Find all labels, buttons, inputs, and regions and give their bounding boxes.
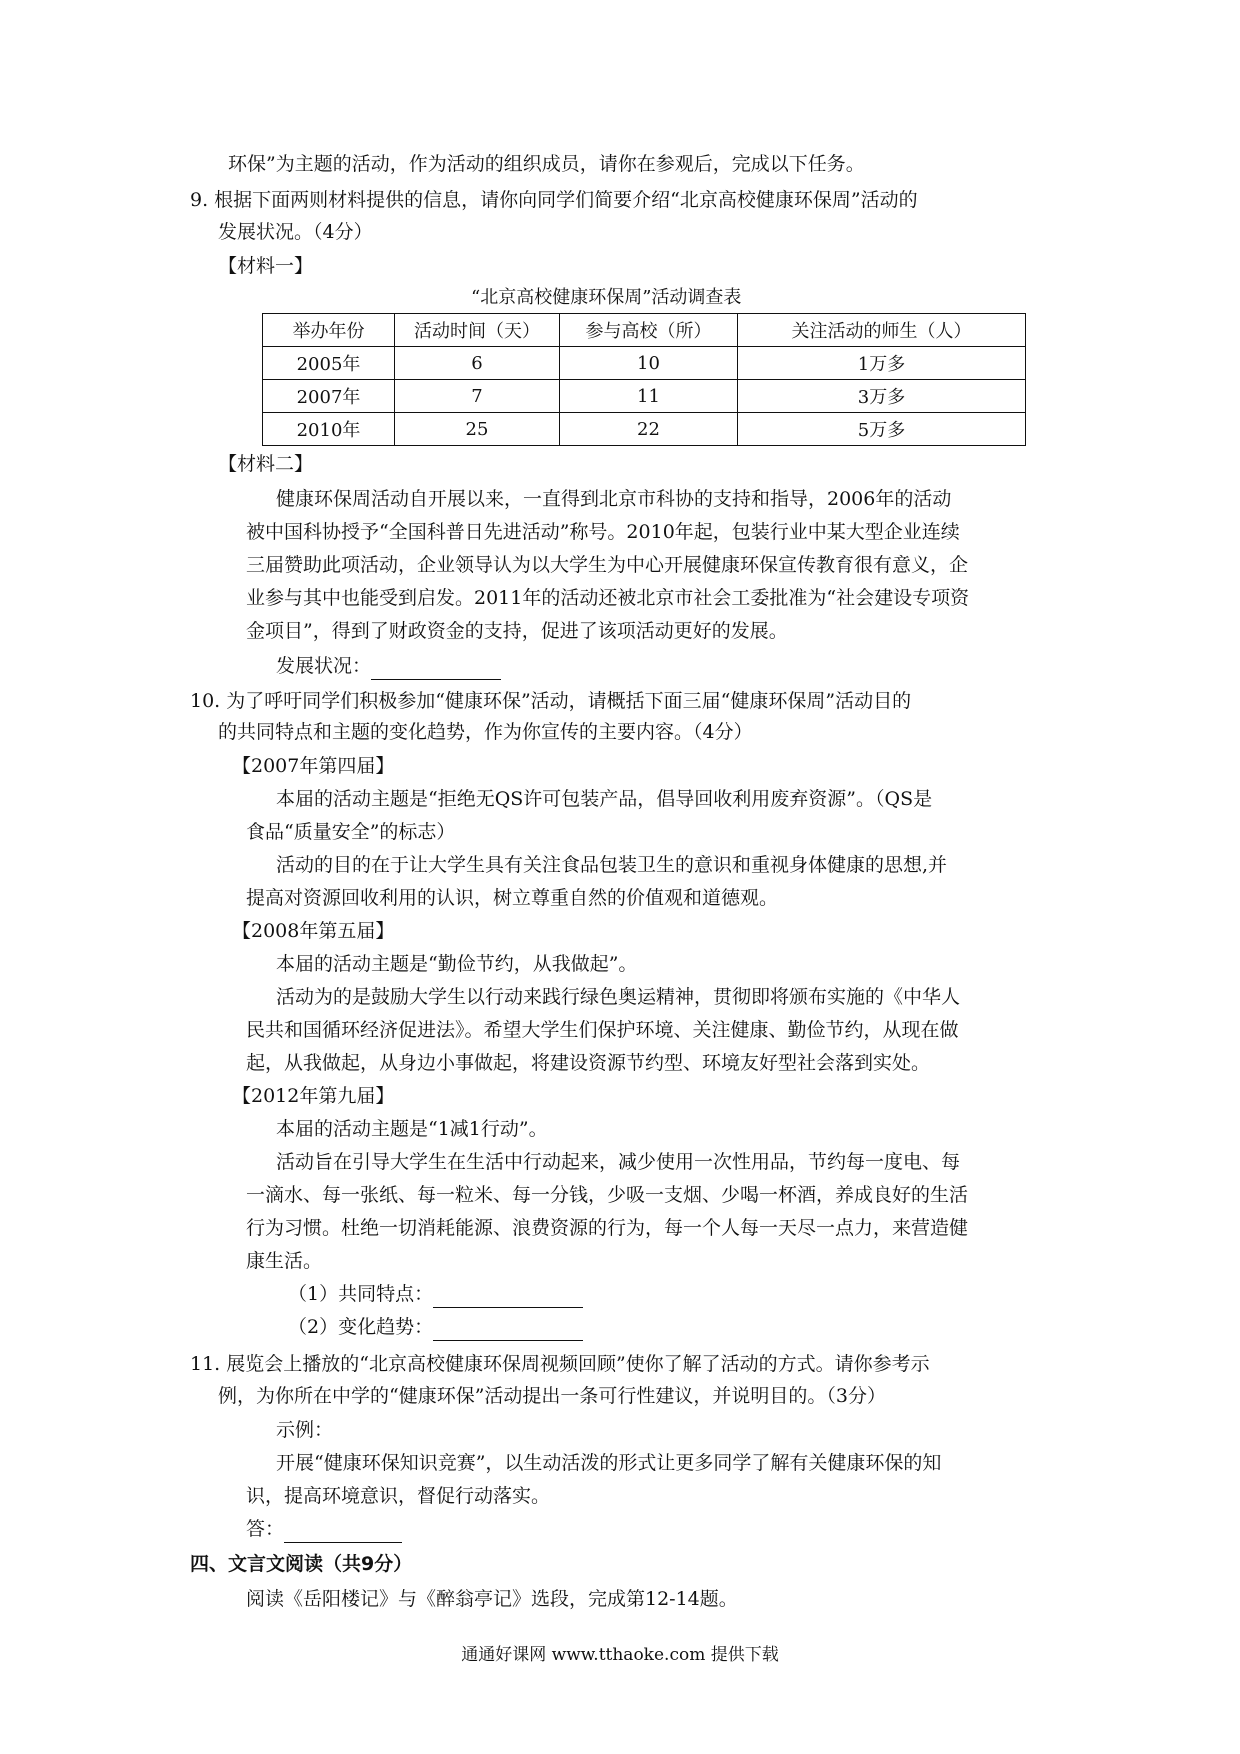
section-2007-heading: 【2007年第四届】: [232, 755, 395, 777]
table-cell: 22: [560, 413, 738, 446]
table-cell: 2010年: [263, 413, 395, 446]
section-2008-heading: 【2008年第五届】: [232, 920, 395, 942]
section-2012-text: 活动旨在引导大学生在生活中行动起来，减少使用一次性用品，节约每一度电、每: [276, 1151, 961, 1173]
table-cell: 1万多: [738, 347, 1026, 380]
survey-table: [262, 313, 1026, 446]
table-header-cell: 举办年份: [263, 314, 395, 347]
answer-label: 答：: [246, 1518, 285, 1540]
question-9-line-1: 9. 根据下面两则材料提供的信息，请你向同学们简要介绍“北京高校健康环保周”活动的: [190, 189, 918, 211]
change-trend-prompt: [288, 1313, 583, 1341]
table-cell: 5万多: [738, 413, 1026, 446]
table-row: [263, 413, 1026, 446]
common-feature-blank[interactable]: [433, 1285, 583, 1308]
change-trend-blank[interactable]: [433, 1318, 583, 1341]
table-cell: 2005年: [263, 347, 395, 380]
question-11-line-1: 11. 展览会上播放的“北京高校健康环保周视频回顾”使你了解了活动的方式。请你参考示: [190, 1353, 930, 1375]
table-cell: 6: [395, 347, 560, 380]
reading-instruction: 阅读《岳阳楼记》与《醉翁亭记》选段，完成第12-14题。: [246, 1588, 738, 1610]
material-two-para: 被中国科协授予“全国科普日先进活动”称号。2010年起，包装行业中某大型企业连续: [246, 521, 960, 543]
question-11-line-2: 例，为你所在中学的“健康环保”活动提出一条可行性建议，并说明目的。（3分）: [218, 1385, 887, 1407]
section-2007-text: 提高对资源回收利用的认识，树立尊重自然的价值观和道德观。: [246, 887, 779, 909]
development-status-prompt: [276, 652, 501, 680]
table-cell: 11: [560, 380, 738, 413]
development-status-label: 发展状况：: [276, 655, 372, 677]
table-row: [263, 380, 1026, 413]
answer-blank[interactable]: [284, 1520, 402, 1543]
section-2012-text: 康生活。: [246, 1250, 323, 1272]
section-2007-text: 活动的目的在于让大学生具有关注食品包装卫生的意识和重视身体健康的思想,并: [276, 854, 948, 876]
material-two-para: 三届赞助此项活动，企业领导认为以大学生为中心开展健康环保宣传教育很有意义，企: [246, 554, 969, 576]
section-2012-text: 行为习惯。杜绝一切消耗能源、浪费资源的行为，每一个人每一天尽一点力，来营造健: [246, 1217, 969, 1239]
section-2008-text: 本届的活动主题是“勤俭节约，从我做起”。: [276, 953, 638, 975]
table-header-cell: 关注活动的师生（人）: [738, 314, 1026, 347]
table-cell: 3万多: [738, 380, 1026, 413]
question-9-line-2: 发展状况。（4分）: [218, 221, 373, 243]
table-cell: 2007年: [263, 380, 395, 413]
section-2012-heading: 【2012年第九届】: [232, 1085, 395, 1107]
table-row: [263, 347, 1026, 380]
material-two-para: 业参与其中也能受到启发。2011年的活动还被北京市社会工委批准为“社会建设专项资: [246, 587, 970, 609]
example-text: 开展“健康环保知识竞赛”，以生动活泼的形式让更多同学了解有关健康环保的知: [276, 1452, 942, 1474]
section-2008-text: 民共和国循环经济促进法》。希望大学生们保护环境、关注健康、勤俭节约，从现在做: [246, 1019, 959, 1041]
section-2012-text: 一滴水、每一张纸、每一粒米、每一分钱，少吸一支烟、少喝一杯酒，养成良好的生活: [246, 1184, 969, 1206]
material-two-para: 健康环保周活动自开展以来，一直得到北京市科协的支持和指导，2006年的活动: [276, 488, 952, 510]
section-2008-text: 活动为的是鼓励大学生以行动来践行绿色奥运精神，贯彻即将颁布实施的《中华人: [276, 986, 961, 1008]
table-cell: 25: [395, 413, 560, 446]
table-header-cell: 参与高校（所）: [560, 314, 738, 347]
material-two-para: 金项目”，得到了财政资金的支持，促进了该项活动更好的发展。: [246, 620, 788, 642]
common-feature-prompt: [288, 1280, 583, 1308]
table-cell: 7: [395, 380, 560, 413]
table-header-cell: 活动时间（天）: [395, 314, 560, 347]
development-status-blank[interactable]: [371, 657, 501, 680]
section-2008-text: 起，从我做起，从身边小事做起，将建设资源节约型、环境友好型社会落到实处。: [246, 1052, 931, 1074]
section-2012-text: 本届的活动主题是“1减1行动”。: [276, 1118, 548, 1140]
section-4-heading: 四、文言文阅读（共9分）: [190, 1553, 413, 1575]
question-10-line-2: 的共同特点和主题的变化趋势，作为你宣传的主要内容。（4分）: [218, 721, 753, 743]
question-10-line-1: 10. 为了呼吁同学们积极参加“健康环保”活动，请概括下面三届“健康环保周”活动目的: [190, 690, 912, 712]
section-2007-text: 本届的活动主题是“拒绝无QS许可包装产品，倡导回收利用废弃资源”。（QS是: [276, 788, 933, 810]
example-text: 识，提高环境意识，督促行动落实。: [246, 1485, 551, 1507]
table-caption: “北京高校健康环保周”活动调查表: [471, 287, 742, 308]
answer-prompt: [246, 1515, 402, 1543]
table-header-row: [263, 314, 1026, 347]
material-one-heading: 【材料一】: [218, 255, 314, 277]
common-feature-label: （1）共同特点：: [288, 1283, 434, 1305]
table-cell: 10: [560, 347, 738, 380]
example-label: 示例：: [276, 1419, 334, 1441]
section-2007-text: 食品“质量安全”的标志）: [246, 821, 456, 843]
intro-line: 环保”为主题的活动，作为活动的组织成员，请你在参观后，完成以下任务。: [228, 153, 865, 175]
material-two-heading: 【材料二】: [218, 453, 314, 475]
page-footer: 通通好课网 www.tthaoke.com 提供下载: [461, 1645, 779, 1665]
change-trend-label: （2）变化趋势：: [288, 1316, 434, 1338]
